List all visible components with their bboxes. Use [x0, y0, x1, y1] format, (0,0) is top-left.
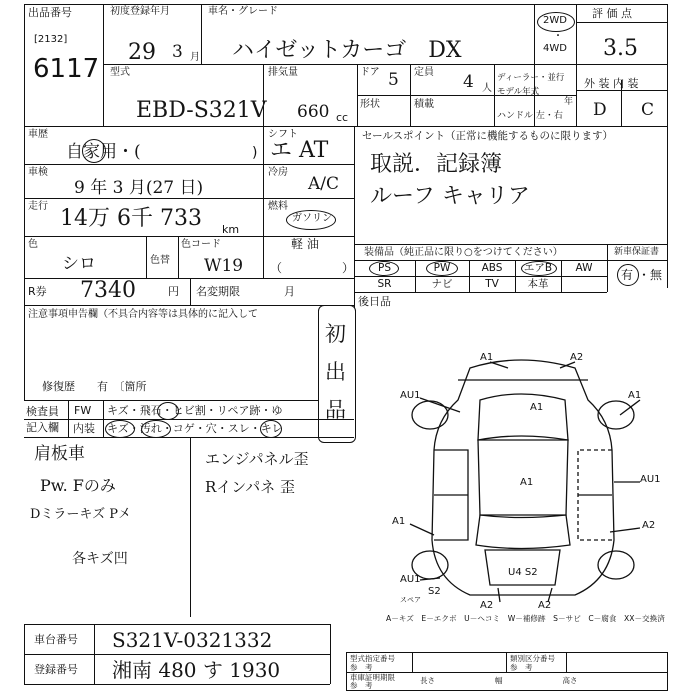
sales-point-1: 取説．記録簿 — [370, 152, 503, 177]
diag-mark-fr-fender: A1 — [628, 390, 642, 401]
displacement-unit: cc — [336, 111, 349, 124]
chassis-number: S321V-0321332 — [112, 628, 273, 652]
fw-stone-circle — [157, 402, 179, 420]
inspector-note-5: エンジパネル歪 — [205, 450, 309, 468]
damage-diagram — [370, 340, 670, 610]
first-reg-month-unit: 月 — [190, 52, 200, 63]
history-label: 車歴 — [28, 129, 48, 140]
model-year-unit: 年 — [564, 97, 574, 107]
equip-pw-circle — [426, 261, 458, 276]
sales-points-label: セールスポイント（正常に機能するものに限ります） — [362, 130, 614, 142]
inspector-note-3: Dミラーキズ P㐅 — [30, 507, 132, 522]
recycle-fee: 7340 — [80, 278, 136, 303]
fuel-paren: （ ） — [270, 261, 355, 275]
fuel-gas: ガソリン — [292, 213, 332, 224]
inspector-note-2: Pw. Fのみ — [40, 476, 116, 495]
warranty-yes: 有 — [621, 268, 634, 282]
equip-leather: 本革 — [527, 278, 549, 290]
warranty-label: 新車保証書 — [614, 247, 660, 257]
first-reg-label: 初度登録年月 — [110, 6, 170, 17]
diag-spare-label: スペア — [400, 596, 421, 604]
grade-eval-label: 評 価 点 — [592, 7, 632, 20]
history-value: 自家用・( — [66, 142, 141, 162]
diag-mark-fl-fender: AU1 — [400, 390, 421, 401]
sales-point-2: ルーフ キャリア — [370, 184, 530, 209]
inspector-note-4: 各キズ凹 — [72, 551, 128, 567]
fuel-diesel: 軽 油 — [291, 237, 319, 251]
equip-airbag-circle — [521, 261, 557, 276]
registration-number: 湘南 480 す 1930 — [112, 658, 281, 682]
fuel-label: 燃料 — [268, 201, 288, 212]
mileage-value: 14万 6千 733 — [60, 206, 202, 231]
recycle-label: R券 — [28, 285, 47, 298]
outside-inside-label: 外 装 内 装 — [584, 77, 639, 90]
diag-mark-roof: A1 — [520, 477, 534, 488]
interior-grade: C — [641, 100, 655, 120]
diag-mark-rear-left: A2 — [480, 600, 494, 610]
drive-4wd: 4WD — [543, 43, 567, 54]
repair-label: 修復歴 有 〔箇所 — [42, 380, 147, 393]
exterior-grade: D — [593, 100, 607, 120]
diag-mark-right-rear: A2 — [642, 520, 656, 531]
handle-label: ハンドル 左・右 — [497, 111, 563, 121]
diag-mark-front-left: A1 — [480, 352, 494, 363]
equip-pw: PW — [433, 262, 451, 274]
fw-items: キズ・飛石・ヒビ割・リペア跡・ゆ — [107, 404, 283, 417]
first-time-stamp-text: 初出品 — [325, 322, 346, 422]
cooler-label: 冷房 — [268, 167, 288, 178]
first-reg-month: 3 — [172, 42, 183, 62]
diag-mark-rl-fender: AU1 — [400, 574, 421, 585]
load-label: 積載 — [414, 99, 434, 110]
diag-mark-hood: A1 — [530, 402, 544, 413]
car-name-grade: ハイゼットカーゴ DX — [232, 38, 462, 63]
doc-ref-number: [2132] — [34, 34, 68, 45]
history-close: ) — [252, 145, 258, 161]
notes-label: 注意事項申告欄（不具合内容等は具体的に記入して — [28, 309, 258, 320]
doors-label: ドア — [360, 67, 380, 78]
interior-items: キズ・汚れ・コゲ・穴・スレ・キレ — [107, 422, 283, 435]
mileage-unit: km — [222, 223, 240, 236]
interior-label: 内装 — [73, 422, 95, 435]
equip-airbag: エアB — [523, 262, 553, 274]
drive-separator: ・ — [553, 31, 563, 42]
equip-ps: PS — [378, 262, 391, 274]
type-no-label: 型式指定番号 参 考 — [350, 654, 395, 672]
diag-mark-rear-right: A2 — [538, 600, 552, 610]
fw-label: FW — [74, 404, 92, 417]
warranty-no: ・無 — [638, 268, 663, 282]
evaluation-score: 3.5 — [603, 36, 638, 61]
doors-value: 5 — [388, 70, 399, 90]
inspector-label: 検査員 記入欄 — [26, 405, 59, 434]
equip-abs: ABS — [481, 262, 503, 274]
inspector-note-1: 肩板車 — [34, 444, 85, 464]
displacement-value: 660 — [297, 102, 330, 122]
back-day-label: 後日品 — [358, 295, 391, 308]
color-label: 色 — [28, 239, 38, 250]
equip-sr: SR — [377, 278, 392, 290]
lot-number: 6117 — [33, 54, 100, 84]
name-change-label: 名変期限 — [196, 285, 240, 298]
cooler-value: A/C — [308, 174, 340, 194]
mileage-label: 走行 — [28, 201, 48, 212]
lot-number-label: 出品番号 — [28, 6, 72, 19]
tint-label: 色替 — [150, 255, 170, 266]
diag-mark-rl-s2: S2 — [428, 586, 441, 597]
shift-value: エ AT — [270, 138, 329, 163]
diag-mark-front-right: A2 — [570, 352, 584, 363]
model-code: EBD-S321V — [136, 98, 267, 123]
body-label: 形状 — [360, 99, 380, 110]
shift-label: シフト — [268, 129, 298, 140]
inspection-value: 9 年 3 月(27 日) — [74, 178, 204, 198]
inspector-note-6: Rインパネ 歪 — [205, 478, 296, 496]
inspection-label: 車検 — [28, 167, 48, 178]
equipment-label: 装備品（純正品に限り○をつけてください） — [364, 247, 563, 258]
diag-mark-left-side: A1 — [392, 516, 406, 527]
recycle-yen: 円 — [168, 285, 179, 298]
cert-parts: 長さ 幅 高さ — [420, 676, 578, 685]
model-year-label: モデル年式 — [497, 87, 540, 97]
chassis-label: 車台番号 — [34, 633, 78, 646]
capacity-value: 4 — [463, 72, 474, 92]
color-code-value: W19 — [204, 256, 244, 276]
name-change-month: 月 — [284, 285, 295, 298]
registration-label: 登録番号 — [34, 663, 78, 676]
class-no-label: 類別区分番号 参 考 — [510, 654, 555, 672]
diag-mark-rear-door: U4 S2 — [508, 567, 538, 578]
int-scratch-circle — [105, 420, 135, 438]
equip-tv: TV — [485, 278, 499, 290]
int-dirt-circle — [141, 420, 171, 438]
cert-date-label: 車庫証明期限 参 考 — [350, 673, 395, 690]
dealer-label: ディーラー・並行 — [497, 73, 565, 83]
equip-ps-circle — [369, 261, 399, 276]
equip-navi: ナビ — [431, 278, 453, 290]
model-label: 型式 — [110, 67, 130, 78]
equip-aw: AW — [575, 262, 593, 274]
capacity-unit: 人 — [482, 83, 492, 94]
diag-mark-right-side: AU1 — [640, 474, 661, 485]
displacement-label: 排気量 — [268, 67, 298, 78]
car-name-label: 車名・グレード — [208, 6, 278, 17]
color-code-label: 色コード — [181, 239, 221, 250]
drive-2wd: 2WD — [543, 15, 567, 26]
damage-legend: A－キズ E－エクボ U－ヘコミ W－補修跡 S－サビ C－腐食 XX－交換済 — [386, 614, 665, 623]
color-value: シロ — [62, 254, 96, 274]
history-circle — [82, 139, 106, 163]
int-scuff-circle — [260, 420, 282, 438]
first-reg-year: 29 — [128, 40, 156, 65]
capacity-label: 定員 — [414, 67, 434, 78]
